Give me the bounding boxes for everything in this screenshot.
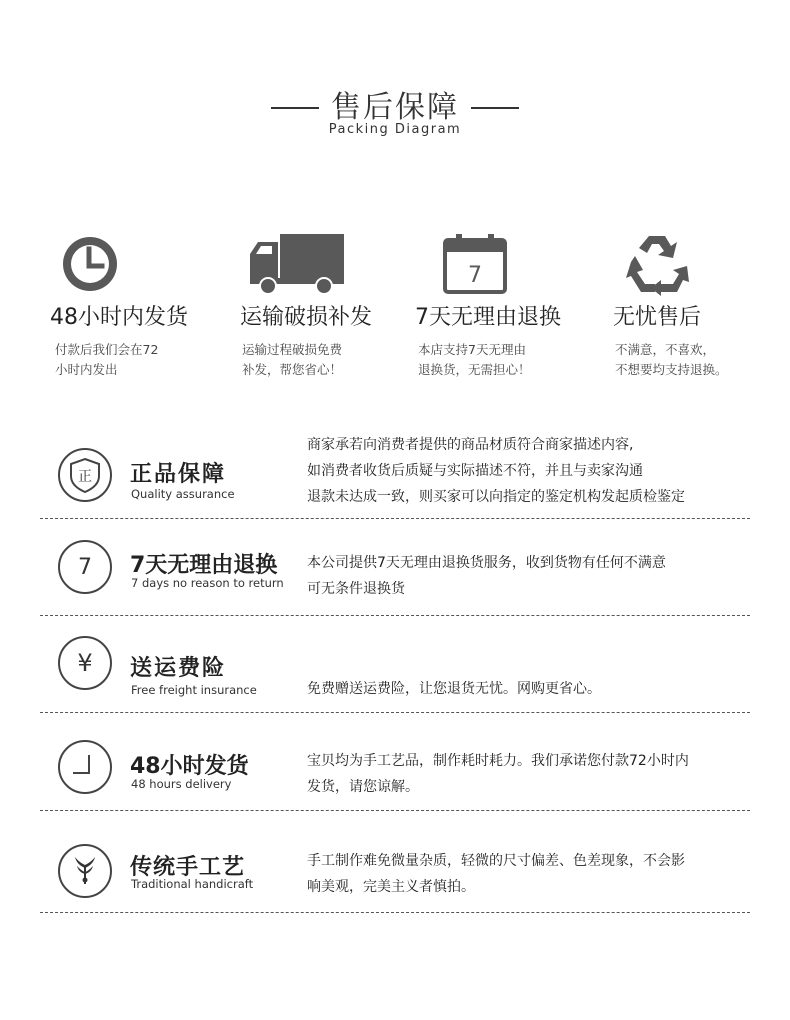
guarantee-title: 正品保障 xyxy=(130,462,227,487)
feature-title: 7天无理由退换 xyxy=(415,305,561,330)
guarantee-subtitle: Quality assurance xyxy=(131,487,235,501)
guarantee-title: 送运费险 xyxy=(130,656,227,681)
clock-icon xyxy=(50,230,235,298)
dashed-divider xyxy=(40,712,750,713)
guarantee-desc: 免费赠送运费险，让您退货无忧。网购更省心。 xyxy=(307,681,601,697)
dashed-divider xyxy=(40,912,750,913)
svg-text:正: 正 xyxy=(78,469,92,485)
feature-title: 运输破损补发 xyxy=(240,305,373,330)
svg-text:7: 7 xyxy=(468,263,482,288)
feature-worry-free xyxy=(613,230,790,377)
guarantee-desc: 宝贝均为手工艺品，制作耗时耗力。我们承诺您付款72小时内 发货，请您谅解。 xyxy=(307,753,689,795)
number-seven-icon: 7 xyxy=(58,540,112,594)
guarantee-subtitle: Free freight insurance xyxy=(131,683,257,697)
feature-desc: 不满意，不喜欢， 不想要均支持退换。 xyxy=(615,342,728,377)
page-title: 售后保障 xyxy=(331,90,459,125)
page-subtitle: Packing Diagram xyxy=(328,122,462,137)
feature-title: 无忧售后 xyxy=(613,305,702,330)
dashed-divider xyxy=(40,810,750,811)
handicraft-icon xyxy=(58,844,112,898)
feature-48h-shipping xyxy=(50,230,235,377)
guarantee-title: 传统手工艺 xyxy=(130,855,246,880)
yen-icon: ¥ xyxy=(58,636,112,690)
feature-damage-reship xyxy=(240,230,425,377)
truck-icon xyxy=(240,230,425,298)
calendar-icon xyxy=(415,230,600,298)
dashed-divider xyxy=(40,615,750,616)
guarantee-title: 48小时发货 xyxy=(130,754,249,779)
shield-icon xyxy=(58,448,112,502)
feature-7day-return xyxy=(415,230,600,377)
guarantee-subtitle: 7 days no reason to return xyxy=(131,576,284,590)
recycle-icon xyxy=(613,230,790,298)
clock-hands-icon xyxy=(58,740,112,794)
guarantee-desc: 本公司提供7天无理由退换货服务，收到货物有任何不满意 可无条件退换货 xyxy=(307,555,666,597)
guarantee-quality xyxy=(40,430,750,520)
guarantee-subtitle: Traditional handicraft xyxy=(131,877,254,891)
guarantee-7day-return xyxy=(40,540,750,620)
title-line-right xyxy=(471,107,519,109)
guarantee-freight-insurance xyxy=(40,636,750,716)
guarantee-desc: 手工制作难免微量杂质，轻微的尺寸偏差、色差现象，不会影 响美观，完美主义者慎拍。 xyxy=(307,853,685,895)
dashed-divider xyxy=(40,518,750,519)
guarantee-title: 7天无理由退换 xyxy=(130,553,278,578)
guarantee-handicraft xyxy=(40,836,750,916)
section-header xyxy=(0,82,790,142)
guarantee-desc: 商家承若向消费者提供的商品材质符合商家描述内容, 如消费者收货后质疑与实际描述不符，并且与卖家沟通 退款未达成一致，则买家可以向指定的鉴定机构发起质检鉴定 xyxy=(307,437,685,505)
feature-desc: 运输过程破损免费 补发，帮您省心！ xyxy=(242,342,343,377)
feature-desc: 付款后我们会在72 小时内发出 xyxy=(55,342,159,377)
feature-desc: 本店支持7天无理由 退换货，无需担心！ xyxy=(418,342,531,377)
feature-title: 48小时内发货 xyxy=(50,305,188,330)
guarantee-48h-delivery xyxy=(40,736,750,816)
guarantee-subtitle: 48 hours delivery xyxy=(131,777,232,791)
